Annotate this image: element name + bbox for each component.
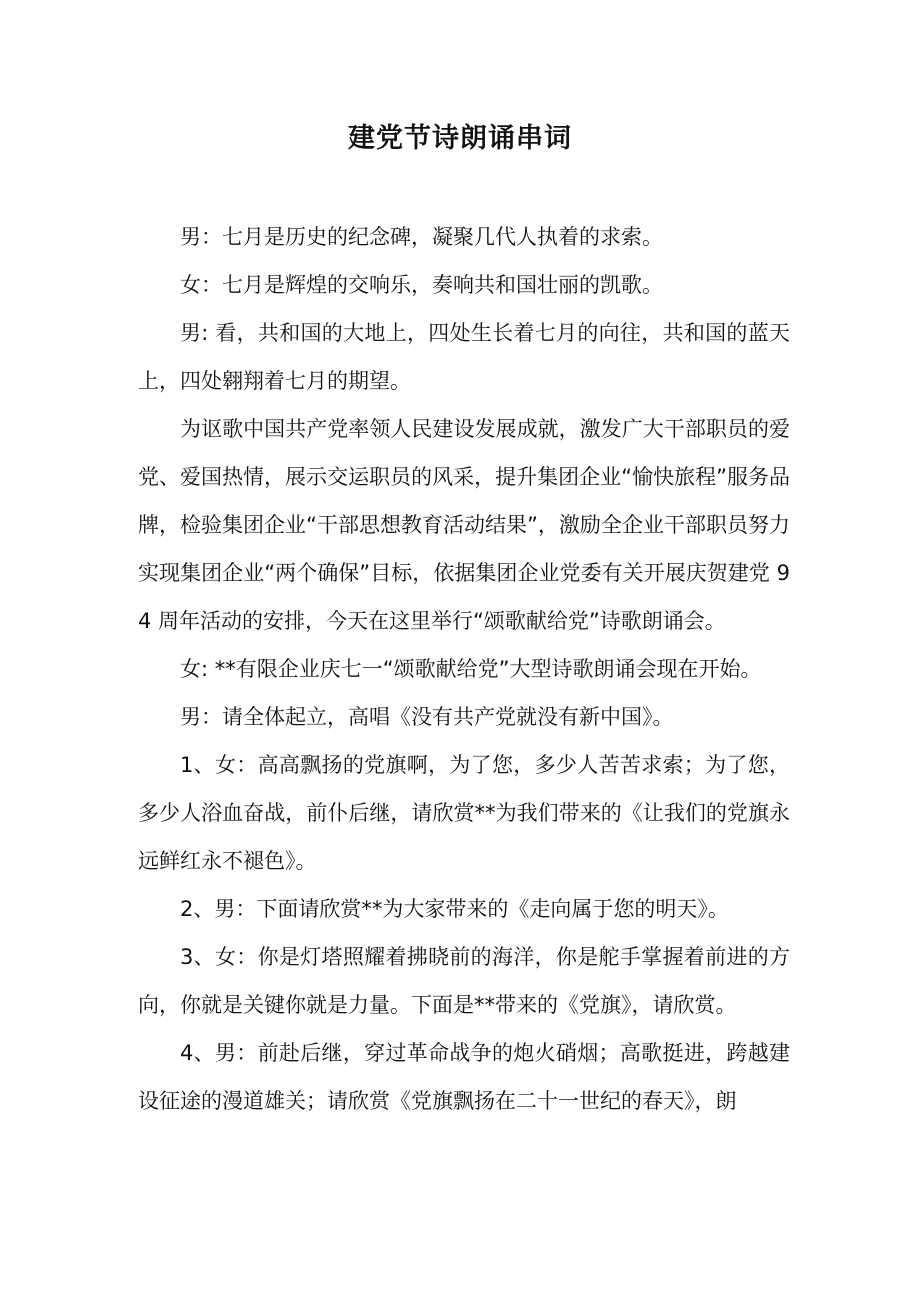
- paragraph: 男：七月是历史的纪念碑，凝聚几代人执着的求索。: [180, 225, 663, 249]
- document-body: [138, 213, 790, 1125]
- paragraph: 4、男：前赴后继，穿过革命战争的炮火硝烟；高歌挺进，跨越建设征途的漫道雄关；请欣赏《党旗飘扬在二十一世纪的春天》，朗: [138, 1041, 790, 1113]
- paragraph: 男: 看，共和国的大地上，四处生长着七月的向往，共和国的蓝天上，四处翱翔着七月的期望。: [138, 321, 790, 393]
- paragraph: 3、女：你是灯塔照耀着拂晓前的海洋，你是舵手掌握着前进的方向，你就是关键你就是力量。下面是**带来的《党旗》，请欣赏。: [138, 945, 790, 1017]
- paragraph: 1、女：高高飘扬的党旗啊，为了您，多少人苦苦求索；为了您，多少人浴血奋战，前仆后继，请欣赏**为我们带来的《让我们的党旗永远鲜红永不褪色》。: [138, 753, 790, 873]
- paragraph: 女：七月是辉煌的交响乐，奏响共和国壮丽的凯歌。: [180, 273, 663, 297]
- paragraph: 2、男：下面请欣赏**为大家带来的《走向属于您的明天》。: [180, 897, 729, 921]
- paragraph: 女: **有限企业庆七一“颂歌献给党”大型诗歌朗诵会现在开始。: [180, 657, 762, 681]
- paragraph: 男：请全体起立，高唱《没有共产党就没有新中国》。: [180, 705, 674, 729]
- document-title: 建党节诗朗诵串词: [348, 123, 572, 154]
- paragraph: 为讴歌中国共产党率领人民建设发展成就，激发广大干部职员的爱党、爱国热情，展示交运职员的风采，提升集团企业“愉快旅程”服务品牌，检验集团企业“干部思想教育活动结果”，激励全企业干部职员努力实现集团企业“两个确保”目标，依据集团企业党委有关开展庆贺建党 94 周年活动的安排，今天在这里举行“颂歌献给党”诗歌朗诵会。: [138, 417, 790, 633]
